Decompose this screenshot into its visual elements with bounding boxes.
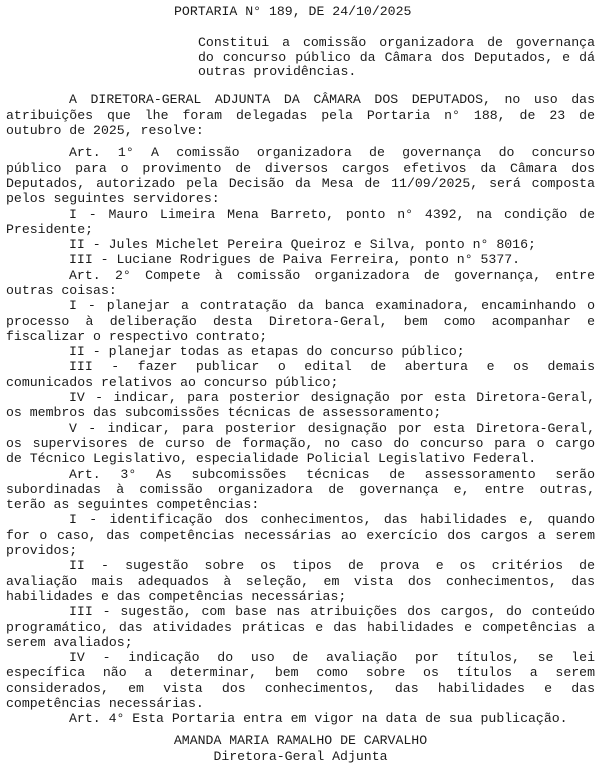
text-line: competências necessárias. [6,696,204,712]
article-3-item-iv [6,650,595,711]
document-body [6,92,595,726]
text-line: fiscalizar o respectivo contrato; [6,328,268,344]
article-2-item-iv [6,390,595,421]
text-line: os supervisores de curso de formação, no caso do concurso para o cargo [6,435,595,451]
text-line: público para o provimento de diversos cargos efetivos da Câmara dos [6,160,595,176]
document-title: PORTARIA N° 189, DE 24/10/2025 [174,4,412,19]
text-line: outubro de 2025, resolve: [6,122,204,138]
signature-block [6,733,595,764]
article-1-item-ii [6,237,595,252]
article-2-item-ii [6,344,595,359]
text-line: outras providências. [198,64,357,79]
text-line: Art. 1° A comissão organizadora de governança do concurso [69,145,595,161]
text-line: II - planejar todas as etapas do concurso público; [69,344,465,360]
article-3-item-ii [6,558,595,604]
article-1 [6,145,595,206]
text-line: outras coisas: [6,283,117,298]
text-line: Deputados, autorizado pela Decisão da Mesa de 11/09/2025, será composta [6,175,595,191]
article-1-item-i [6,207,595,238]
text-line: específica não a determinar, bem como sobre os títulos a serem [6,665,595,681]
text-line: terão as seguintes competências: [6,497,260,513]
text-line: II - Jules Michelet Pereira Queiroz e Silva, ponto n° 8016; [69,237,536,253]
document-summary [198,36,595,80]
article-2 [6,268,595,299]
text-line: de Técnico Legislativo, especialidade Policial Legislativo Federal. [6,451,537,467]
article-3-item-i [6,512,595,558]
article-3 [6,467,595,513]
text-line: I - Mauro Limeira Mena Barreto, ponto n° 4392, na condição de [69,206,595,222]
text-line: habilidades e das competências necessárias; [6,588,347,604]
article-4 [6,711,595,726]
text-line: Art. 3° As subcomissões técnicas de assessoramento serão [69,466,595,482]
text-line: atribuições que lhe foram delegadas pela Portaria n° 188, de 23 de [6,107,595,123]
signatory-name: AMANDA MARIA RAMALHO DE CARVALHO [173,733,428,749]
text-line: A DIRETORA-GERAL ADJUNTA DA CÂMARA DOS DEPUTADOS, no uso das [69,92,595,108]
text-line: programático, das atividades práticas e das habilidades e competências a [6,619,595,635]
text-line: V - indicar, para posterior designação por esta Diretora-Geral, [69,420,595,436]
text-line: Constitui a comissão organizadora de governança [198,35,595,50]
article-2-item-i [6,298,595,344]
text-line: II - sugestão sobre os tipos de prova e os critérios de [69,558,595,574]
article-3-item-iii [6,604,595,650]
text-line: avaliação mais adequados à seleção, em vista dos conhecimentos, das [6,573,595,589]
article-2-item-v [6,421,595,467]
text-line: os membros das subcomissões técnicas de assessoramento; [6,405,442,421]
text-line: pelos seguintes servidores: [6,191,220,207]
text-line: Art. 4° Esta Portaria entra em vigor na data de sua publicação. [69,711,568,727]
text-line: III - sugestão, com base nas atribuições dos cargos, do conteúdo [69,604,595,620]
text-line: Art. 2° Compete à comissão organizadora de governança, entre [69,267,595,283]
text-line: IV - indicar, para posterior designação por esta Diretora-Geral, [69,390,595,406]
article-2-item-iii [6,359,595,390]
text-line: I - planejar a contratação da banca examinadora, encaminhando o [69,298,595,314]
text-line: III - Luciane Rodrigues de Paiva Ferreira, ponto n° 5377. [69,252,521,268]
text-line: providos; [6,543,78,559]
signatory-role: Diretora-Geral Adjunta [213,748,388,764]
text-line: processo à deliberação desta Diretora-Geral, bem como acompanhar e [6,313,595,329]
text-line: serem avaliados; [6,634,133,650]
article-1-item-iii [6,252,595,267]
text-line: IV - indicação do uso de avaliação por títulos, se lei [69,650,595,666]
text-line: subordinadas à comissão organizadora de governança e, entre outras, [6,481,595,497]
text-line: for o caso, das competências necessárias ao exercício dos cargos a serem [6,527,595,543]
paragraph-preamble [6,92,595,138]
text-line: III - fazer publicar o edital de abertura e os demais [69,359,595,375]
text-line: Presidente; [6,221,94,237]
text-line: do concurso público da Câmara dos Deputados, e dá [198,49,595,65]
text-line: I - identificação dos conhecimentos, das habilidades e, quando [69,512,595,528]
text-line: comunicados relativos ao concurso público; [6,374,339,390]
text-line: considerados, em vista dos conhecimentos, das habilidades e das [6,680,595,696]
